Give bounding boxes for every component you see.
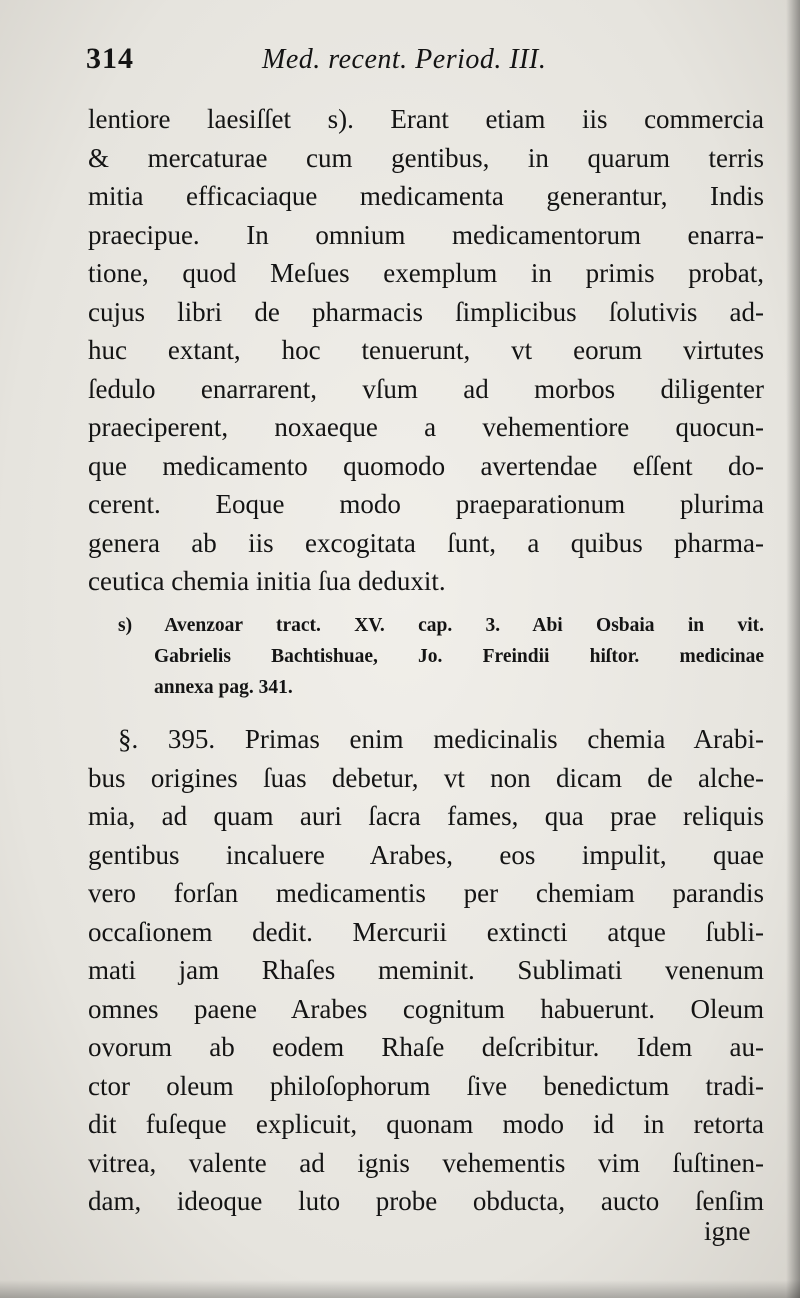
paragraph-section-395 bbox=[88, 720, 764, 1221]
page-number: 314 bbox=[86, 42, 134, 75]
footnote-line: s) Avenzoar tract. XV. cap. 3. Abi Osbaia in vit. bbox=[118, 615, 764, 636]
text-line: omnes paene Arabes cognitum habuerunt. Oleum bbox=[88, 993, 764, 1024]
text-line: mitia efficaciaque medicamenta generantur, Indis bbox=[88, 181, 764, 211]
text-line: mia, ad quam auri ſacra fames, qua prae reliquis bbox=[88, 801, 764, 831]
catchword: igne bbox=[704, 1216, 751, 1246]
paragraph-main bbox=[88, 100, 764, 601]
text-line: §. 395. Primas enim medicinalis chemia Arabi- bbox=[118, 724, 764, 754]
text-line: genera ab iis excogitata ſunt, a quibus pharma- bbox=[88, 527, 764, 558]
text-line: praeciperent, noxaeque a vehementiore quocun- bbox=[88, 412, 764, 442]
text-line: huc extant, hoc tenuerunt, vt eorum virtutes bbox=[88, 335, 764, 365]
text-line: praecipue. In omnium medicamentorum enarra- bbox=[88, 219, 764, 250]
text-line: tione, quod Meſues exemplum in primis probat, bbox=[88, 258, 764, 288]
footnote-line: Gabrielis Bachtishuae, Jo. Freindii hiſtor. medicinae bbox=[154, 646, 764, 667]
text-line: occaſionem dedit. Mercurii extincti atque ſubli- bbox=[88, 916, 764, 947]
text-line: dit fuſeque explicuit, quonam modo id in retorta bbox=[88, 1109, 764, 1139]
text-line: vero forſan medicamentis per chemiam parandis bbox=[88, 878, 764, 908]
text-line: ſedulo enarrarent, vſum ad morbos diligenter bbox=[88, 373, 764, 404]
text-line: dam, ideoque luto probe obducta, aucto ſenſim bbox=[88, 1186, 764, 1216]
text-line: bus origines ſuas debetur, vt non dicam de alche- bbox=[88, 762, 764, 793]
text-line: cujus libri de pharmacis ſimplicibus ſolutivis ad- bbox=[88, 296, 764, 327]
text-line: que medicamento quomodo avertendae eſſent do- bbox=[88, 450, 764, 481]
page-edge-shadow bbox=[786, 0, 800, 1298]
text-line: ovorum ab eodem Rhaſe deſcribitur. Idem au- bbox=[88, 1032, 764, 1062]
text-line: cerent. Eoque modo praeparationum plurima bbox=[88, 489, 764, 519]
text-line: gentibus incaluere Arabes, eos impulit, quae bbox=[88, 839, 764, 870]
footnote-line: annexa pag. 341. bbox=[154, 677, 293, 698]
page-bottom-shadow bbox=[0, 1280, 800, 1298]
page-header bbox=[86, 42, 766, 82]
text-line: ctor oleum philoſophorum ſive benedictum tradi- bbox=[88, 1070, 764, 1101]
footnote bbox=[118, 610, 764, 703]
text-line: vitrea, valente ad ignis vehementis vim ſuſtinen- bbox=[88, 1147, 764, 1178]
text-line: & mercaturae cum gentibus, in quarum terris bbox=[88, 142, 764, 173]
text-line: ceutica chemia initia ſua deduxit. bbox=[88, 566, 446, 596]
text-line: mati jam Rhaſes meminit. Sublimati venenum bbox=[88, 955, 764, 985]
text-line: lentiore laesiſſet s). Erant etiam iis commercia bbox=[88, 104, 764, 134]
running-head: Med. recent. Period. III. bbox=[262, 44, 547, 75]
